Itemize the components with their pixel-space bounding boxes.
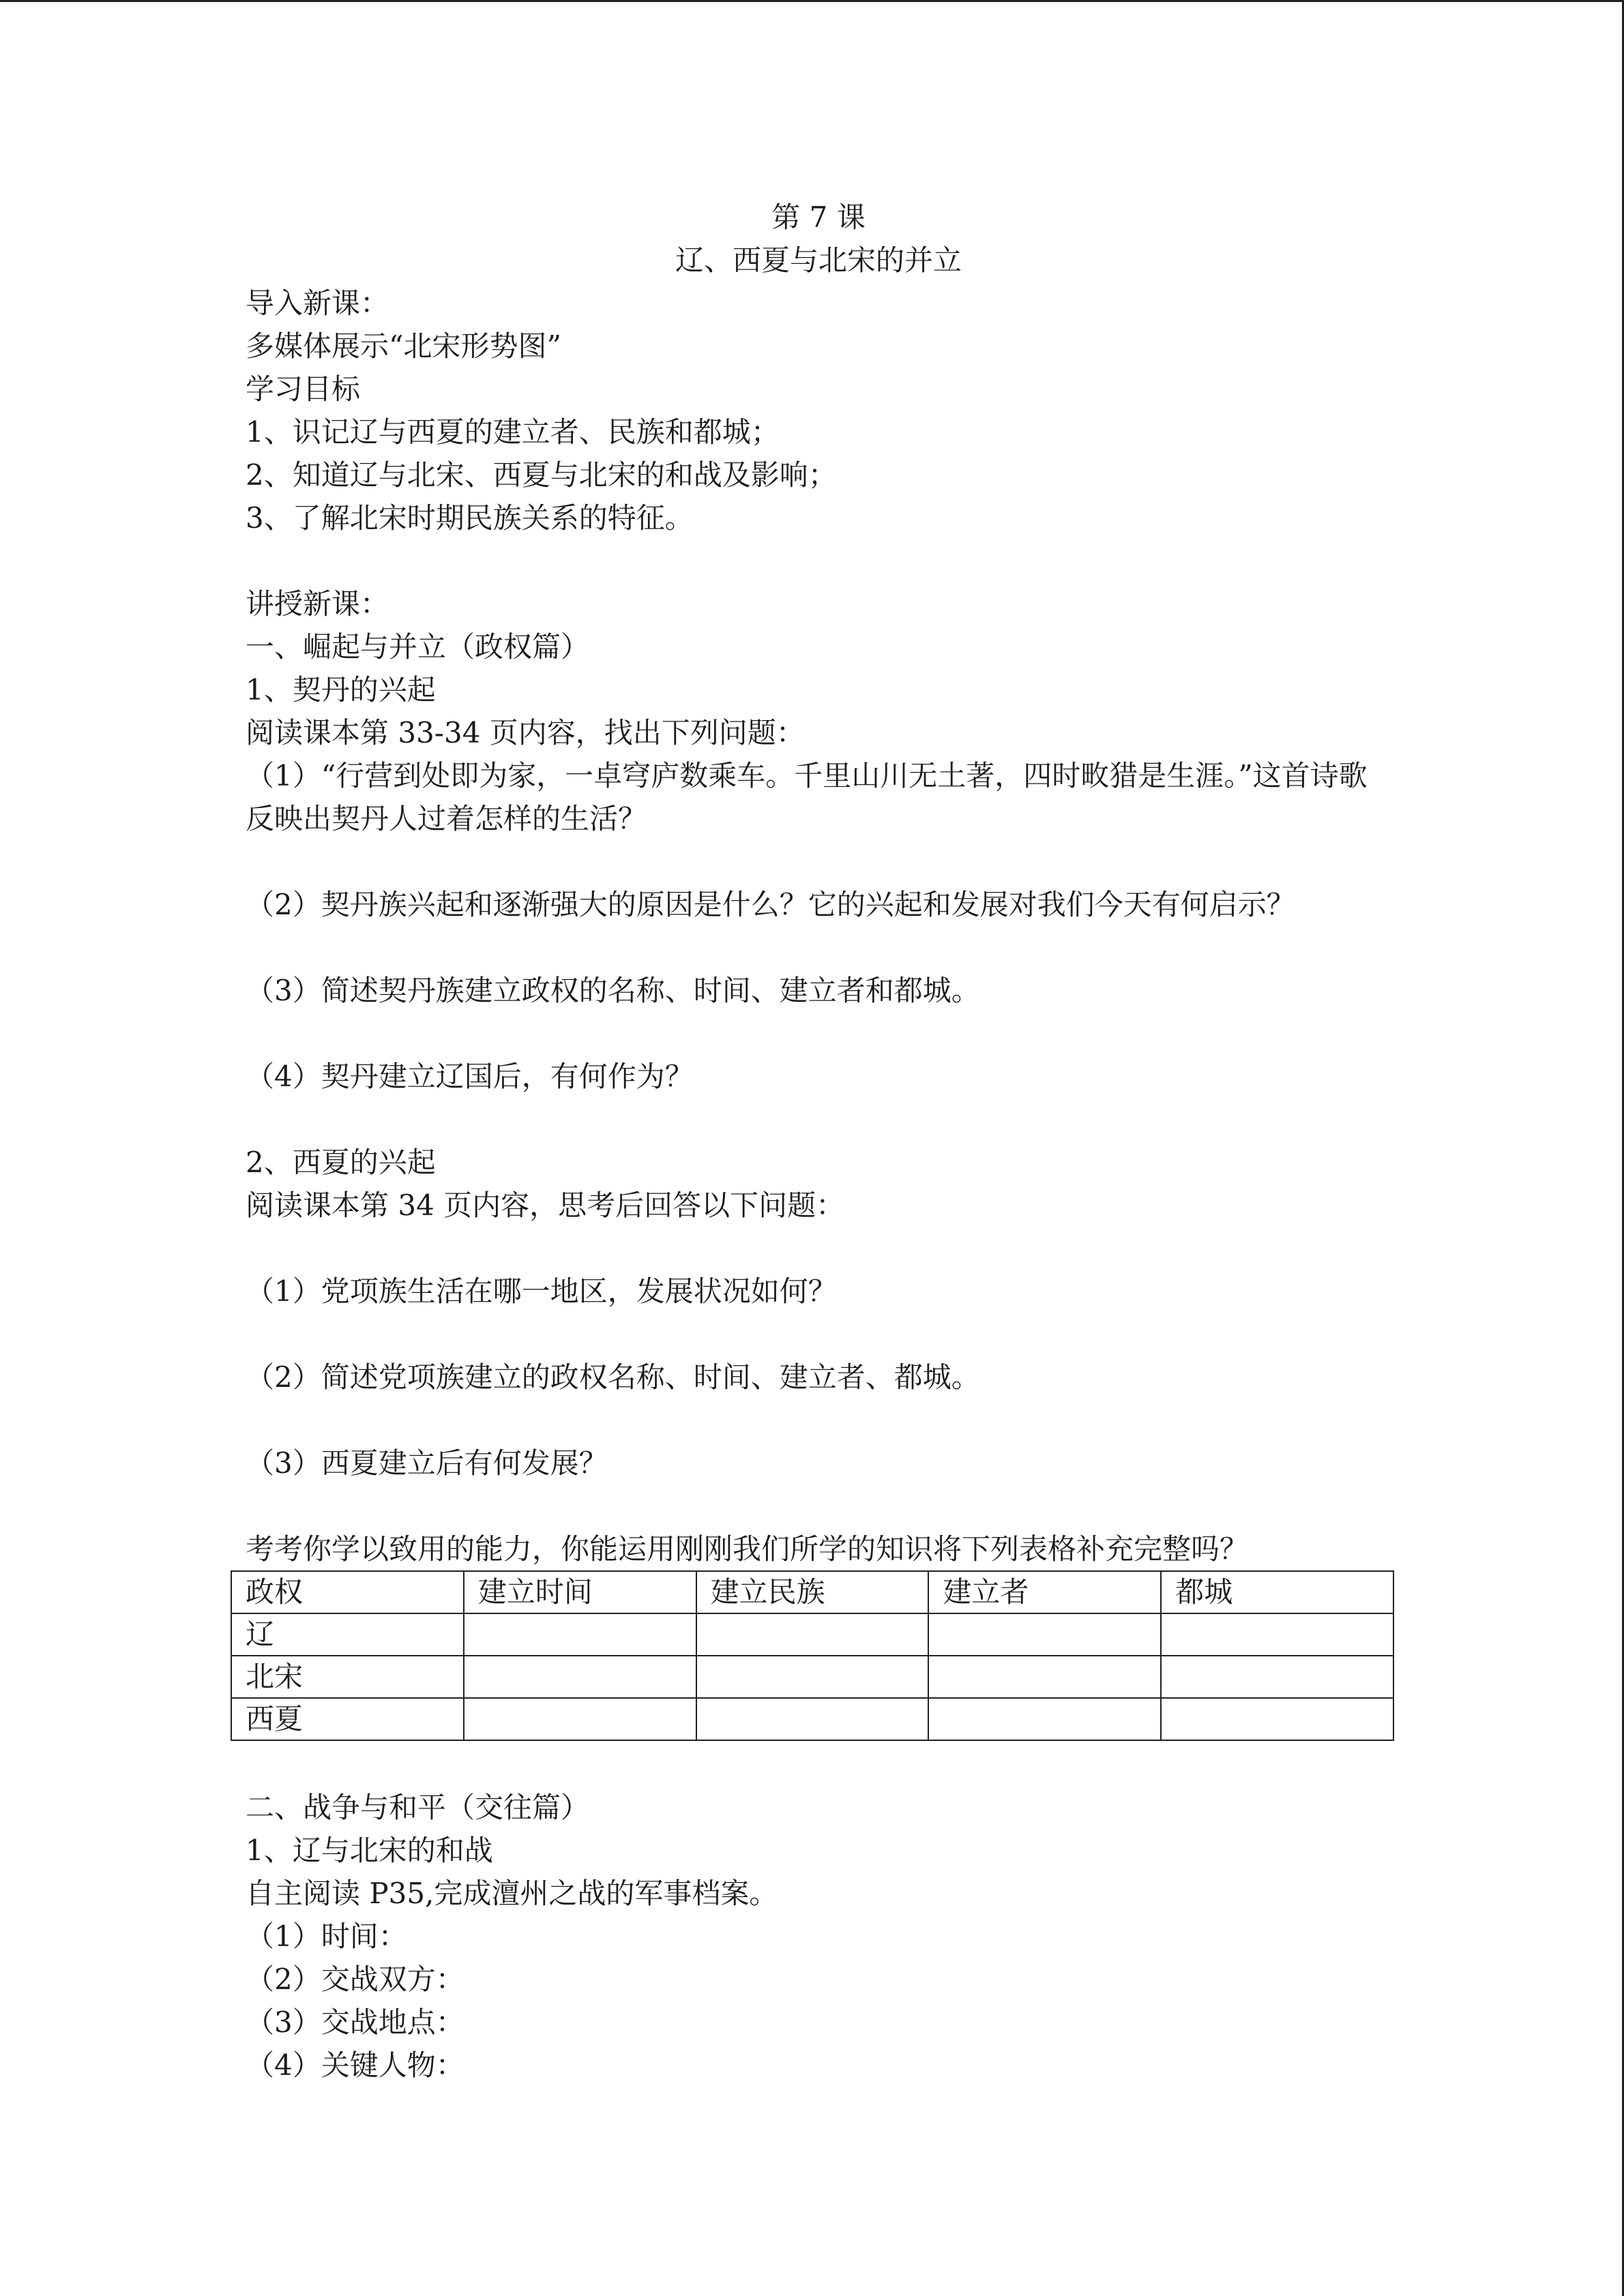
subsection-heading: 1、辽与北宋的和战 (246, 1834, 493, 1867)
table-cell-blank[interactable] (928, 1613, 1161, 1656)
table-row (231, 1656, 1393, 1698)
table-row (231, 1698, 1393, 1740)
answer-space (246, 1098, 1391, 1141)
table-cell-blank[interactable] (1161, 1613, 1393, 1656)
fill-in-table (231, 1570, 1394, 1741)
lesson-title: 辽、西夏与北宋的并立 (675, 243, 962, 277)
reading-instruction: 自主阅读 P35,完成澶州之战的军事档案。 (246, 1877, 778, 1910)
archive-item: （4）关键人物： (246, 2048, 464, 2082)
table-cell-blank[interactable] (1161, 1698, 1393, 1740)
answer-space (246, 1485, 1391, 1527)
section-heading: 二、战争与和平（交往篇） (246, 1791, 590, 1824)
table-cell-blank[interactable] (928, 1698, 1161, 1740)
intro-media: 多媒体展示“北宋形势图” (246, 329, 561, 363)
table-cell: 辽 (231, 1613, 464, 1656)
page-border-top (0, 0, 1624, 2)
table-cell-blank[interactable] (464, 1656, 696, 1698)
reading-instruction: 阅读课本第 33-34 页内容，找出下列问题： (246, 716, 805, 749)
answer-space (246, 926, 1391, 969)
question: （1）党项族生活在哪一地区，发展状况如何？ (246, 1274, 837, 1308)
intro-heading: 导入新课： (246, 286, 389, 320)
table-cell-blank[interactable] (696, 1613, 929, 1656)
table-prompt: 考考你学以致用的能力，你能运用刚刚我们所学的知识将下列表格补充完整吗？ (246, 1532, 1249, 1566)
question: （3）西夏建立后有何发展？ (246, 1446, 608, 1480)
archive-item: （2）交战双方： (246, 1963, 464, 1996)
table-cell-blank[interactable] (696, 1656, 929, 1698)
answer-space (246, 840, 1391, 883)
reading-instruction: 阅读课本第 34 页内容，思考后回答以下问题： (246, 1189, 845, 1222)
subsection-heading: 2、西夏的兴起 (246, 1146, 436, 1179)
goal-item: 1、识记辽与西夏的建立者、民族和都城； (246, 415, 780, 449)
question: （2）契丹族兴起和逐渐强大的原因是什么？它的兴起和发展对我们今天有何启示？ (246, 888, 1295, 921)
archive-item: （1）时间： (246, 1920, 407, 1953)
table-cell-blank[interactable] (1161, 1656, 1393, 1698)
answer-space (246, 1313, 1391, 1356)
table-cell-blank[interactable] (464, 1698, 696, 1740)
table-cell-blank[interactable] (696, 1698, 929, 1740)
table-header-cell: 政权 (231, 1571, 464, 1613)
archive-item: （3）交战地点： (246, 2006, 464, 2039)
lesson-number: 第 7 课 (771, 200, 866, 234)
question: （4）契丹建立辽国后，有何作为？ (246, 1060, 694, 1093)
table-header-cell: 都城 (1161, 1571, 1393, 1613)
answer-space (246, 1399, 1391, 1442)
teach-heading: 讲授新课： (246, 587, 389, 621)
table-cell: 北宋 (231, 1656, 464, 1698)
table-row (231, 1613, 1393, 1656)
answer-space (246, 1012, 1391, 1055)
table-cell: 西夏 (231, 1698, 464, 1740)
section-heading: 一、崛起与并立（政权篇） (246, 630, 590, 664)
question: （1）“行营到处即为家，一卓穹庐数乘车。千里山川无土著，四时畋猎是生涯。”这首诗歌反映出契丹人过着怎样的生活？ (246, 759, 1368, 835)
goal-item: 3、了解北宋时期民族关系的特征。 (246, 501, 694, 535)
table-header-cell: 建立者 (928, 1571, 1161, 1613)
subsection-heading: 1、契丹的兴起 (246, 673, 436, 706)
goals-heading: 学习目标 (246, 372, 361, 406)
document-page (246, 196, 1391, 2087)
table-header-cell: 建立民族 (696, 1571, 929, 1613)
spacer (246, 539, 1391, 582)
table-header-row (231, 1571, 1393, 1613)
question: （2）简述党项族建立的政权名称、时间、建立者、都城。 (246, 1360, 980, 1394)
goal-item: 2、知道辽与北宋、西夏与北宋的和战及影响； (246, 458, 837, 492)
question: （3）简述契丹族建立政权的名称、时间、建立者和都城。 (246, 974, 980, 1007)
answer-space (246, 1227, 1391, 1270)
table-cell-blank[interactable] (928, 1656, 1161, 1698)
table-cell-blank[interactable] (464, 1613, 696, 1656)
table-header-cell: 建立时间 (464, 1571, 696, 1613)
